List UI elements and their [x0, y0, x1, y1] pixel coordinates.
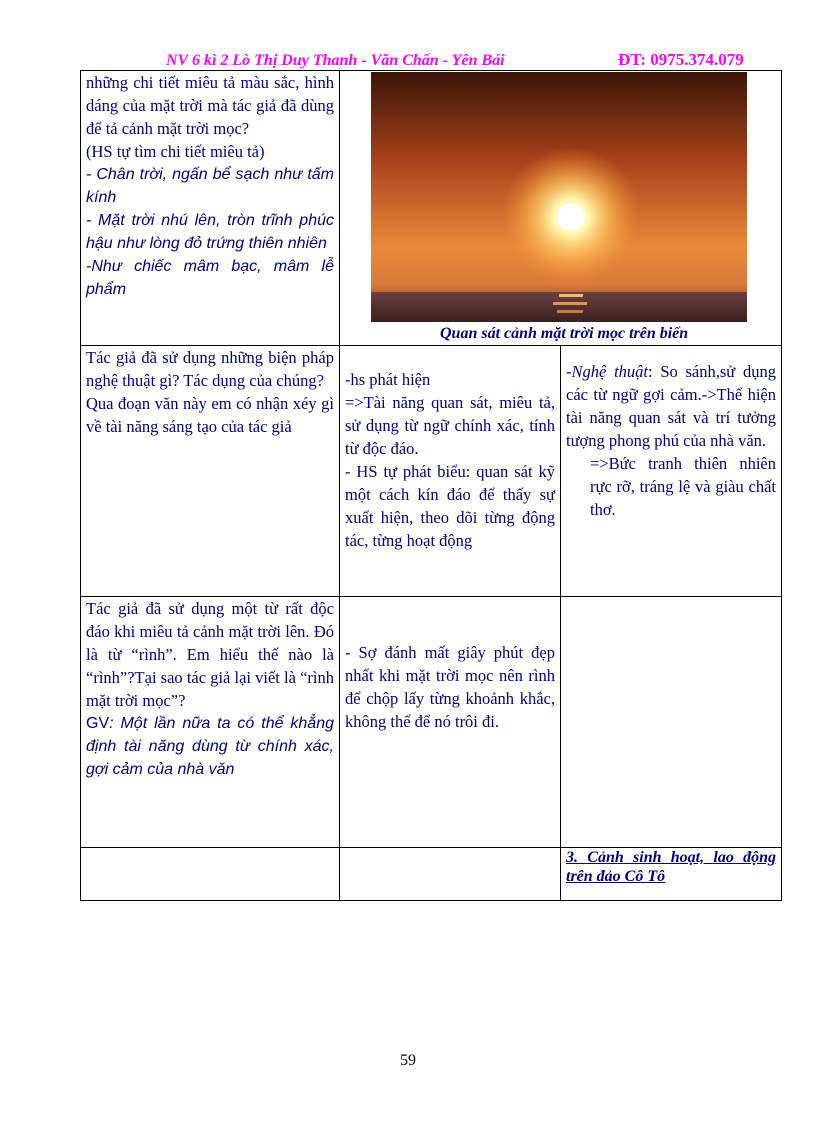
- table-row: [81, 346, 782, 597]
- row2-question-cell: [81, 346, 340, 597]
- row3-empty-cell: [561, 597, 782, 848]
- row1-item-3: -Như chiếc mâm bạc, mâm lễ phẩm: [86, 258, 334, 298]
- row1-item-1: - Chân trời, ngấn bể sạch như tấm kính: [86, 166, 334, 206]
- header-author: NV 6 kì 2 Lò Thị Duy Thanh - Văn Chấn - Yên Bái: [166, 52, 505, 69]
- page-number: 59: [400, 1052, 416, 1069]
- row3-teacher-note: [86, 712, 334, 781]
- row3-answer: - Sợ đánh mất giây phút đẹp nhất khi mặt trời mọc nên rình để chộp lấy từng khoảnh khắc, không thể để nó trôi đi.: [345, 643, 555, 731]
- row2-question-1: Tác giả đã sử dụng những biện pháp nghệ thuật gì? Tác dụng của chúng?: [86, 348, 334, 390]
- row1-item-2: - Mặt trời nhú lên, tròn trĩnh phúc hậu như lòng đỏ trứng thiên nhiên: [86, 212, 334, 252]
- gv-label: GV: [86, 715, 110, 732]
- row3-question-cell: [81, 597, 340, 848]
- row3-answer-cell: [340, 597, 561, 848]
- gv-text: : Một lần nữa ta có thể khẳng định tài năng dùng từ chính xác, gợi cảm của nhà văn: [86, 715, 334, 778]
- row2-answer-3: - HS tự phát biểu: quan sát kỹ một cách kín đáo để thấy sự xuất hiện, theo dõi từng động tác, từng hoạt động: [345, 462, 555, 550]
- row2-answer-1: -hs phát hiện: [345, 370, 431, 389]
- row4-heading-cell: [561, 848, 782, 901]
- row1-note: (HS tự tìm chi tiết miêu tả): [86, 142, 265, 161]
- row3-question: Tác giả đã sử dụng một từ rất độc đáo khi miêu tả cảnh mặt trời lên. Đó là từ “rình”. Em hiểu thế nào là “rình”?Tại sao tác giả lại viết là “rình mặt trời mọc”?: [86, 599, 334, 710]
- art-label: -Nghệ thuật: [566, 362, 648, 381]
- row2-answer-cell: [340, 346, 561, 597]
- art-text: : So sánh,sử dụng các từ ngữ gợi cảm.->Thể hiện tài năng quan sát và trí tưởng tượng phong phú của nhà văn.: [566, 362, 776, 450]
- header-phone: ĐT: 0975.374.079: [618, 50, 744, 69]
- sunrise-image: [371, 72, 747, 322]
- photo-caption: Quan sát cảnh mặt trời mọc trên biển: [440, 325, 689, 342]
- table-row: [81, 597, 782, 848]
- row1-question: những chi tiết miêu tả màu sắc, hình dáng của mặt trời mà tác giả đã dùng để tả cảnh mặt trời mọc?: [86, 73, 334, 138]
- row4-empty-cell-1: [81, 848, 340, 901]
- table-row: [81, 848, 782, 901]
- row2-question-2: Qua đoạn văn này em có nhận xéy gì về tài năng sáng tạo của tác giả: [86, 394, 334, 436]
- row1-question-cell: [81, 71, 340, 346]
- row2-answer-2: =>Tài năng quan sát, miêu tả, sử dụng từ ngữ chính xác, tính từ độc đáo.: [345, 393, 555, 458]
- row2-art-note: [566, 360, 776, 452]
- row2-notes-cell: [561, 346, 782, 597]
- sunrise-photo: [371, 72, 747, 322]
- row2-conclusion: =>Bức tranh thiên nhiên rực rỡ, tráng lệ và giàu chất thơ.: [590, 454, 776, 519]
- section-heading: 3. Cảnh sinh hoạt, lao động trên đảo Cô Tô: [566, 849, 776, 885]
- row4-empty-cell-2: [340, 848, 561, 901]
